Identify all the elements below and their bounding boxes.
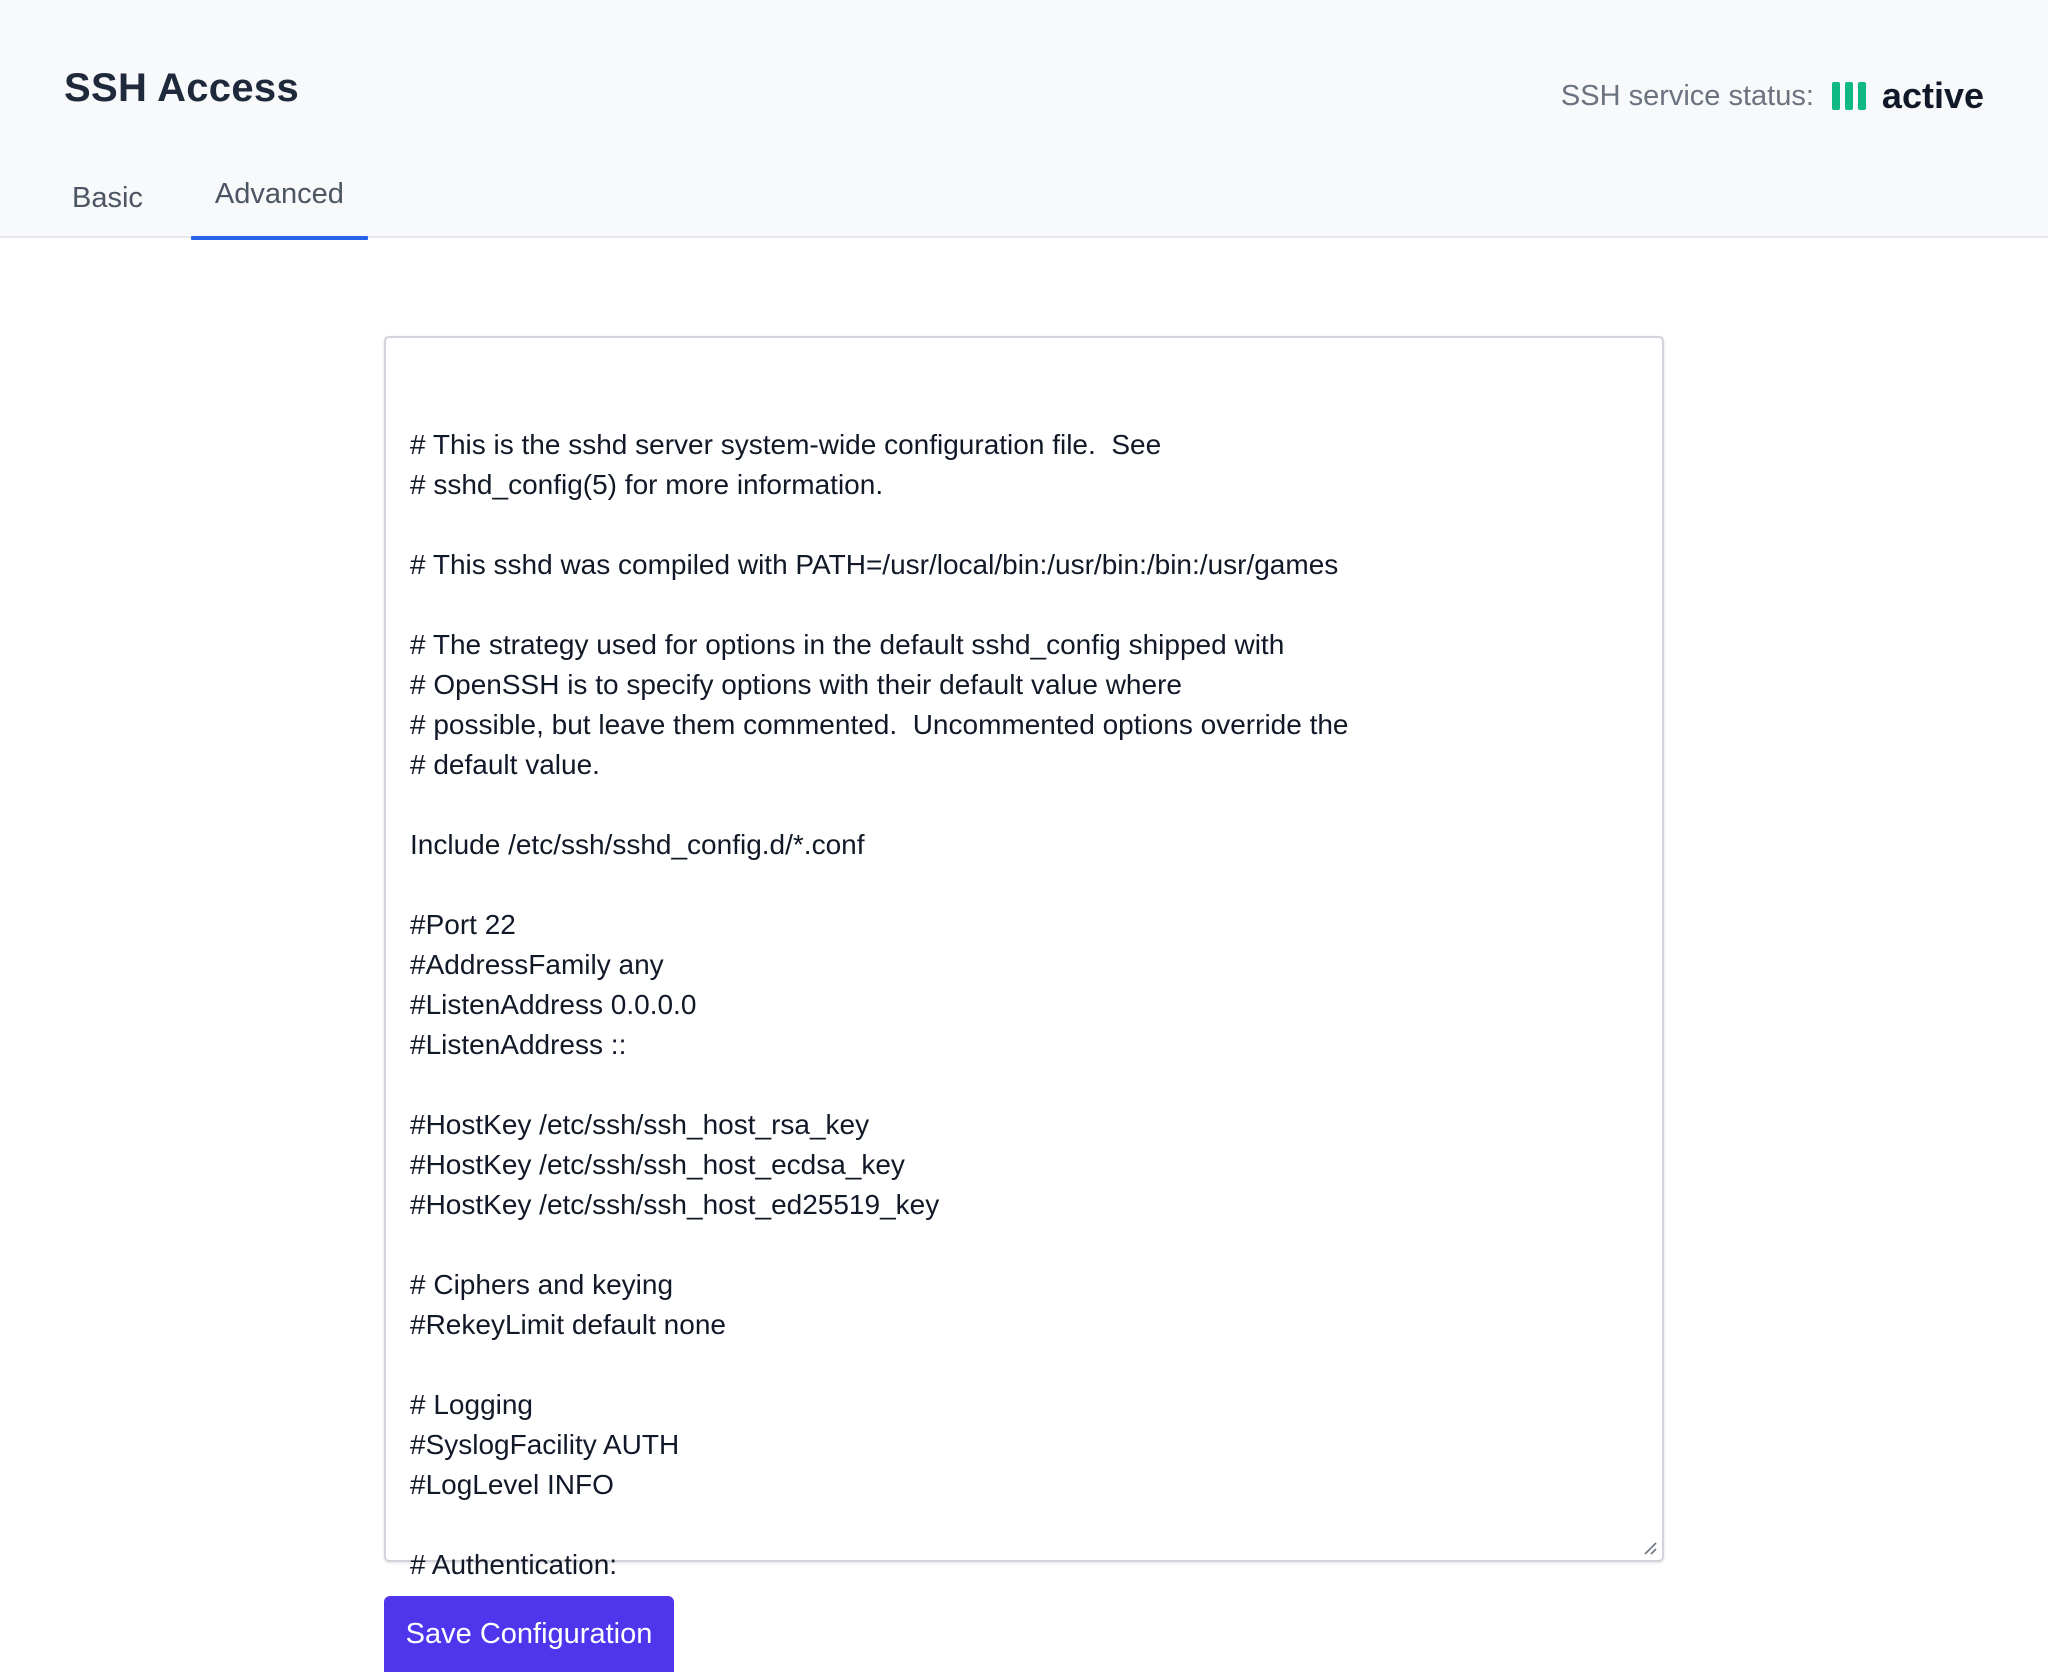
config-editor[interactable]: [384, 336, 1664, 1580]
tab-bar: [46, 170, 368, 238]
tab-advanced[interactable]: Advanced: [191, 170, 368, 238]
signal-bars-icon: [1832, 82, 1866, 110]
save-configuration-button[interactable]: Save Configuration: [384, 1596, 674, 1672]
status-label: SSH service status:: [1560, 79, 1814, 112]
page-title: SSH Access: [64, 66, 299, 110]
ssh-service-status: [1561, 76, 1984, 116]
config-textarea[interactable]: # This is the sshd server system-wide configuration file. See # sshd_config(5) for more information. # This sshd was compiled with PATH=/usr/local/bin:/usr/bin:/bin:/usr/games # The strategy used for options in the default sshd_config shipped with # OpenSSH is to specify options with their default value where # possible, but leave them commented. Uncommented options override the # default value. Include /etc/ssh/sshd_config.d/*.conf #Port 22 #AddressFamily any #ListenAddress 0.0.0.0 #ListenAddress :: #HostKey /etc/ssh/ssh_host_rsa_key #HostKey /etc/ssh/ssh_host_ecdsa_key #HostKey /etc/ssh/ssh_host_ed25519_key # Ciphers and keying #RekeyLimit default none # Logging #SyslogFacility AUTH #LogLevel INFO # Authentication:: [410, 429, 1349, 1580]
tab-basic[interactable]: Basic: [72, 182, 143, 214]
resize-handle-icon[interactable]: [1642, 1540, 1658, 1556]
page-header: [0, 0, 2048, 238]
status-value: active: [1881, 75, 1984, 116]
